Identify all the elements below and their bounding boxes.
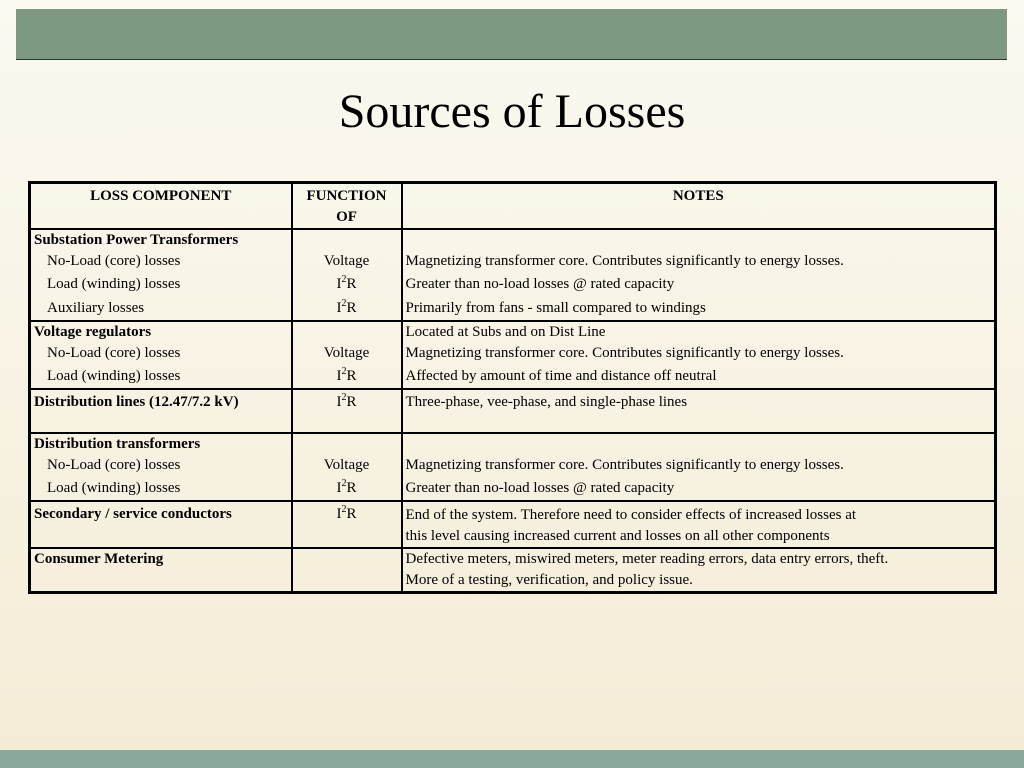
notes-cell — [402, 501, 996, 548]
note-text: Magnetizing transformer core. Contributes significantly to energy losses. — [405, 457, 844, 473]
component-cell — [30, 229, 292, 321]
component-label: Auxiliary losses — [47, 300, 145, 316]
note-text: Greater than no-load losses @ rated capacity — [405, 480, 675, 496]
header-band — [16, 9, 1007, 59]
function-label: $I^2R$ — [336, 392, 357, 410]
note-text: Greater than no-load losses @ rated capacity — [405, 276, 675, 292]
function-label: $I^2R$ — [336, 274, 357, 292]
note-text: Defective meters, miswired meters, meter reading errors, data entry errors, theft. — [405, 551, 889, 567]
notes-cell — [402, 229, 996, 321]
function-cell — [292, 433, 402, 501]
table-row — [30, 321, 996, 389]
component-label: Load (winding) losses — [47, 368, 181, 384]
function-cell — [292, 548, 402, 593]
table-row — [30, 229, 996, 321]
function-cell — [292, 321, 402, 389]
table-row — [30, 501, 996, 548]
component-cell — [30, 389, 292, 433]
note-text: Primarily from fans - small compared to windings — [405, 300, 706, 316]
function-label: Voltage — [323, 345, 370, 361]
group-name: Substation Power Transformers — [34, 232, 239, 248]
function-label: $I^2R$ — [336, 478, 357, 496]
header-function-of: FUNCTION OF — [292, 183, 402, 230]
function-label: Voltage — [323, 457, 370, 473]
note-text: Located at Subs and on Dist Line — [405, 324, 606, 340]
slide-title: Sources of Losses — [338, 85, 686, 138]
note-text: Magnetizing transformer core. Contributes significantly to energy losses. — [405, 345, 844, 361]
notes-cell — [402, 548, 996, 593]
note-text: More of a testing, verification, and policy issue. — [405, 572, 693, 588]
notes-cell — [402, 433, 996, 501]
note-text: this level causing increased current and losses on all other components — [405, 528, 830, 544]
function-cell — [292, 229, 402, 321]
group-name: Consumer Metering — [34, 551, 164, 567]
function-label: $I^2R$ — [336, 366, 357, 384]
group-name: Secondary / service conductors — [34, 506, 232, 522]
component-label: No-Load (core) losses — [47, 253, 181, 269]
group-name: Distribution lines (12.47/7.2 kV) — [34, 394, 239, 410]
component-label: Load (winding) losses — [47, 480, 181, 496]
function-label: $I^2R$ — [336, 504, 357, 522]
note-text: Three-phase, vee-phase, and single-phase lines — [405, 394, 688, 410]
component-cell — [30, 501, 292, 548]
function-cell — [292, 389, 402, 433]
notes-cell — [402, 321, 996, 389]
note-text: Affected by amount of time and distance off neutral — [405, 368, 717, 384]
note-text: End of the system. Therefore need to consider effects of increased losses at — [405, 507, 857, 523]
function-label: $I^2R$ — [336, 298, 357, 316]
component-label: No-Load (core) losses — [47, 345, 181, 361]
header-rule — [16, 59, 1007, 60]
note-text: Magnetizing transformer core. Contributes significantly to energy losses. — [405, 253, 844, 269]
header-loss-component: LOSS COMPONENT — [30, 183, 292, 230]
function-label: Voltage — [323, 253, 370, 269]
table-row — [30, 433, 996, 501]
losses-table — [28, 181, 997, 594]
component-cell — [30, 548, 292, 593]
function-cell — [292, 501, 402, 548]
table-row — [30, 389, 996, 433]
component-cell — [30, 321, 292, 389]
component-label: No-Load (core) losses — [47, 457, 181, 473]
group-name: Distribution transformers — [34, 436, 201, 452]
footer-band — [0, 750, 1024, 768]
header-notes: NOTES — [402, 183, 996, 230]
table-row — [30, 548, 996, 593]
component-cell — [30, 433, 292, 501]
table-header-row — [30, 183, 996, 230]
component-label: Load (winding) losses — [47, 276, 181, 292]
group-name: Voltage regulators — [34, 324, 152, 340]
notes-cell — [402, 389, 996, 433]
